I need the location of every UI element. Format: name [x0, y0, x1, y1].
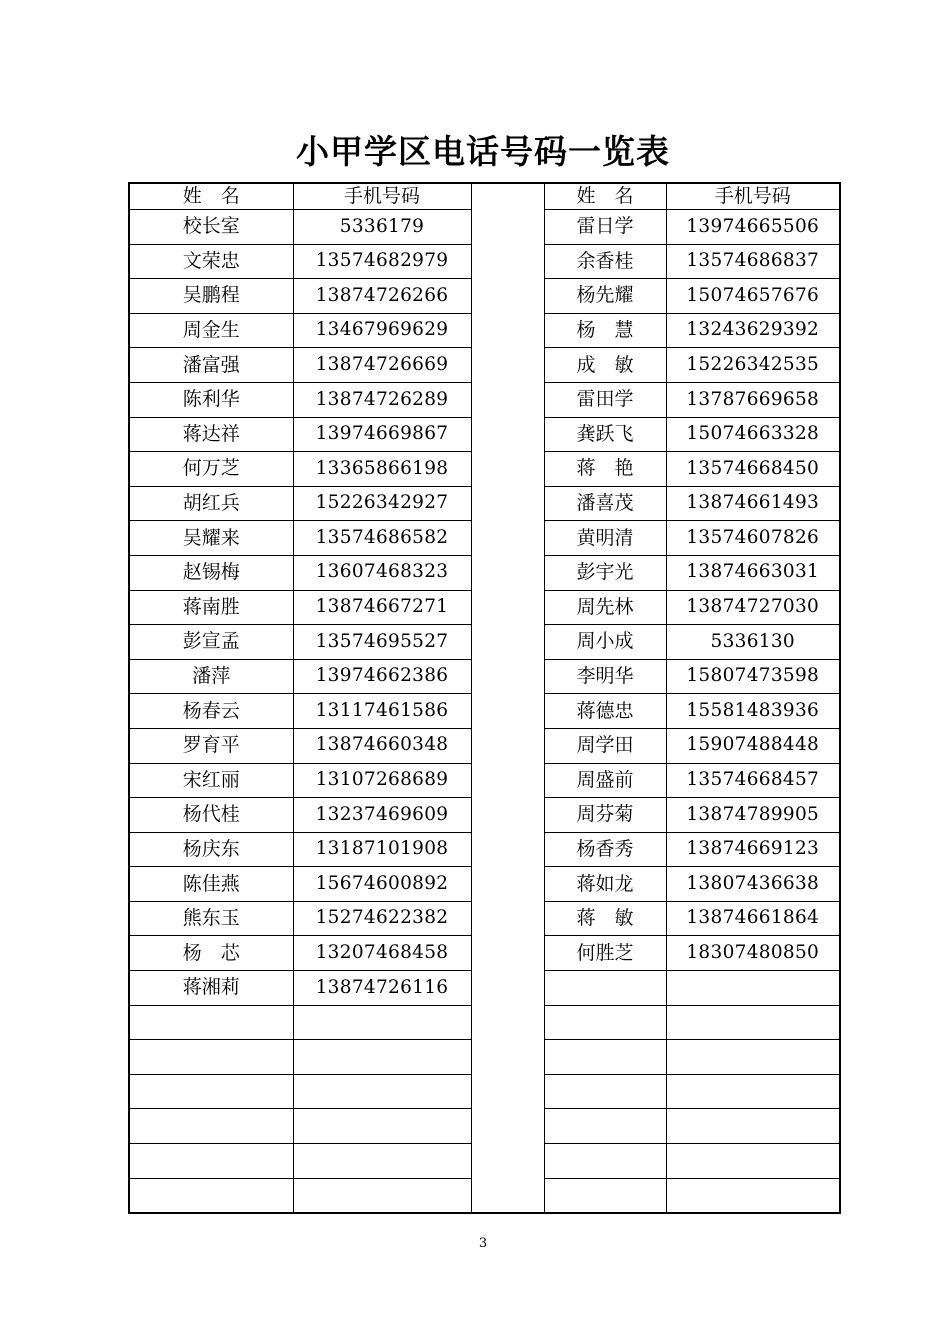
name-cell: 蒋德忠 — [544, 694, 666, 729]
name-cell: 周金生 — [129, 313, 293, 348]
name-cell: 周盛前 — [544, 763, 666, 798]
name-cell: 蒋 艳 — [544, 452, 666, 487]
name-cell: 陈利华 — [129, 382, 293, 417]
name-cell: 宋红丽 — [129, 763, 293, 798]
phone-cell: 13574668457 — [666, 763, 840, 798]
name-cell: 周芬菊 — [544, 798, 666, 833]
page-title: 小甲学区电话号码一览表 — [296, 132, 670, 171]
name-cell: 文荣忠 — [129, 244, 293, 279]
name-cell — [544, 1074, 666, 1109]
phone-cell: 13874726669 — [293, 348, 471, 383]
name-cell: 潘萍 — [129, 659, 293, 694]
phone-cell: 13874661493 — [666, 486, 840, 521]
name-cell: 吴鹏程 — [129, 279, 293, 314]
phone-cell — [293, 1178, 471, 1213]
name-cell: 潘富强 — [129, 348, 293, 383]
phone-cell: 13107268689 — [293, 763, 471, 798]
phone-cell: 13874789905 — [666, 798, 840, 833]
name-cell — [544, 1109, 666, 1144]
phone-cell: 5336130 — [666, 625, 840, 660]
phone-cell: 15907488448 — [666, 728, 840, 763]
phone-cell — [293, 1144, 471, 1179]
phone-cell: 13117461586 — [293, 694, 471, 729]
name-cell: 周学田 — [544, 728, 666, 763]
name-cell — [129, 1144, 293, 1179]
phone-cell: 13874726266 — [293, 279, 471, 314]
name-cell: 何胜芝 — [544, 936, 666, 971]
phone-cell: 13874669123 — [666, 832, 840, 867]
phone-cell: 13874667271 — [293, 590, 471, 625]
name-cell: 熊东玉 — [129, 901, 293, 936]
phone-cell: 13807436638 — [666, 867, 840, 902]
name-cell: 杨春云 — [129, 694, 293, 729]
phone-cell: 13574668450 — [666, 452, 840, 487]
name-cell — [544, 1005, 666, 1040]
name-cell: 黄明清 — [544, 521, 666, 556]
name-cell — [129, 1005, 293, 1040]
name-cell: 余香桂 — [544, 244, 666, 279]
name-cell: 彭宣孟 — [129, 625, 293, 660]
header-phone-left: 手机号码 — [293, 183, 471, 210]
phone-cell: 13974669867 — [293, 417, 471, 452]
name-cell: 雷田学 — [544, 382, 666, 417]
phone-cell: 15274622382 — [293, 901, 471, 936]
name-cell: 罗育平 — [129, 728, 293, 763]
phone-cell: 13574695527 — [293, 625, 471, 660]
name-cell: 杨先耀 — [544, 279, 666, 314]
name-cell: 赵锡梅 — [129, 555, 293, 590]
phone-cell: 13467969629 — [293, 313, 471, 348]
name-cell — [544, 1178, 666, 1213]
name-cell — [544, 1040, 666, 1075]
name-cell: 吴耀来 — [129, 521, 293, 556]
phone-cell: 13974665506 — [666, 210, 840, 245]
phone-cell — [666, 971, 840, 1006]
name-cell: 成 敏 — [544, 348, 666, 383]
phone-cell: 13243629392 — [666, 313, 840, 348]
name-cell: 杨代桂 — [129, 798, 293, 833]
phone-cell: 13574686582 — [293, 521, 471, 556]
name-cell: 潘喜茂 — [544, 486, 666, 521]
phone-cell — [666, 1178, 840, 1213]
phone-cell — [666, 1109, 840, 1144]
phone-cell: 13607468323 — [293, 555, 471, 590]
name-cell: 蒋如龙 — [544, 867, 666, 902]
phone-cell: 18307480850 — [666, 936, 840, 971]
phone-cell: 5336179 — [293, 210, 471, 245]
phone-cell: 15226342535 — [666, 348, 840, 383]
phone-cell: 15807473598 — [666, 659, 840, 694]
phone-cell: 15674600892 — [293, 867, 471, 902]
phone-cell — [666, 1040, 840, 1075]
name-cell: 李明华 — [544, 659, 666, 694]
phone-cell — [293, 1109, 471, 1144]
name-cell: 杨 芯 — [129, 936, 293, 971]
phone-cell: 13874726116 — [293, 971, 471, 1006]
name-cell: 杨香秀 — [544, 832, 666, 867]
phone-cell: 13574686837 — [666, 244, 840, 279]
phone-cell: 13207468458 — [293, 936, 471, 971]
phone-cell: 13874663031 — [666, 555, 840, 590]
name-cell: 蒋南胜 — [129, 590, 293, 625]
name-cell: 周先林 — [544, 590, 666, 625]
name-cell: 蒋达祥 — [129, 417, 293, 452]
header-name-right: 姓 名 — [544, 183, 666, 210]
phone-cell: 13237469609 — [293, 798, 471, 833]
name-cell: 杨庆东 — [129, 832, 293, 867]
name-cell: 龚跃飞 — [544, 417, 666, 452]
phone-cell: 13574682979 — [293, 244, 471, 279]
phone-cell — [666, 1074, 840, 1109]
phone-cell: 13874661864 — [666, 901, 840, 936]
phone-cell: 13974662386 — [293, 659, 471, 694]
phone-cell — [293, 1040, 471, 1075]
name-cell: 周小成 — [544, 625, 666, 660]
name-cell — [129, 1040, 293, 1075]
phone-cell: 13874660348 — [293, 728, 471, 763]
name-cell: 校长室 — [129, 210, 293, 245]
name-cell: 何万芝 — [129, 452, 293, 487]
phone-cell: 15226342927 — [293, 486, 471, 521]
phone-cell — [293, 1005, 471, 1040]
phone-cell: 15074663328 — [666, 417, 840, 452]
phone-cell — [293, 1074, 471, 1109]
phone-cell: 13574607826 — [666, 521, 840, 556]
name-cell — [129, 1178, 293, 1213]
header-phone-right: 手机号码 — [666, 183, 840, 210]
name-cell: 蒋 敏 — [544, 901, 666, 936]
phone-cell: 13365866198 — [293, 452, 471, 487]
phone-cell: 15581483936 — [666, 694, 840, 729]
phone-directory-table — [128, 182, 841, 1214]
phone-cell — [666, 1144, 840, 1179]
phone-cell — [666, 1005, 840, 1040]
name-cell — [129, 1109, 293, 1144]
column-gap — [471, 183, 544, 1213]
name-cell — [129, 1074, 293, 1109]
header-name-left: 姓 名 — [129, 183, 293, 210]
name-cell — [544, 971, 666, 1006]
phone-cell: 13874726289 — [293, 382, 471, 417]
phone-cell: 13187101908 — [293, 832, 471, 867]
name-cell — [544, 1144, 666, 1179]
name-cell: 雷日学 — [544, 210, 666, 245]
name-cell: 胡红兵 — [129, 486, 293, 521]
phone-cell: 13874727030 — [666, 590, 840, 625]
name-cell: 杨 慧 — [544, 313, 666, 348]
phone-cell: 13787669658 — [666, 382, 840, 417]
header-row — [129, 183, 840, 210]
name-cell: 陈佳燕 — [129, 867, 293, 902]
name-cell: 彭宇光 — [544, 555, 666, 590]
phone-cell: 15074657676 — [666, 279, 840, 314]
page-number: 3 — [478, 1236, 488, 1251]
name-cell: 蒋湘莉 — [129, 971, 293, 1006]
